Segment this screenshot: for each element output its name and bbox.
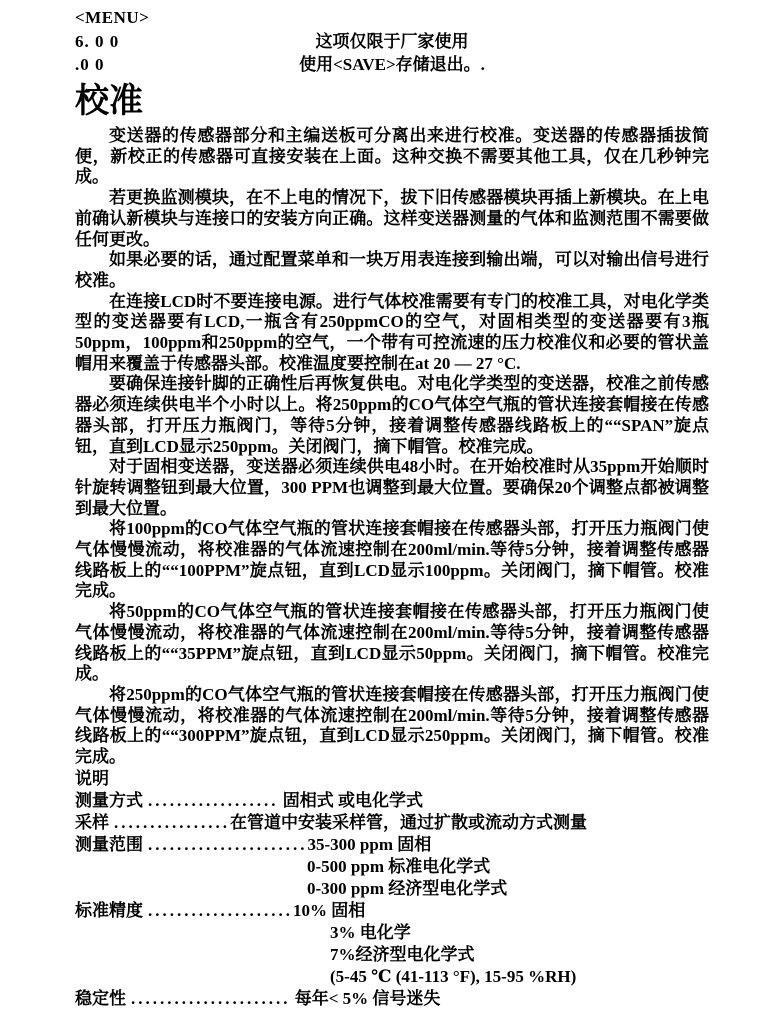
spec-value: 10% 固相 bbox=[293, 900, 366, 920]
dot-leader: ...................... bbox=[148, 834, 308, 854]
paragraph-1: 变送器的传感器部分和主编送板可分离出来进行校准。变送器的传感器插拔简便，新校正的传感器可直接安装在上面。这种交换不需要其他工具，仅在几秒钟完成。 bbox=[75, 126, 709, 187]
paragraph-2: 若更换监测模块，在不上电的情况下，拔下旧传感器模块再插上新模块。在上电前确认新模块与连接口的安装方向正确。这样变送器测量的气体和监测范围不需要做任何更改。 bbox=[75, 188, 709, 249]
spec-value: 每年< 5% 信号迷失 bbox=[290, 988, 441, 1008]
dot-leader: ................ bbox=[114, 812, 230, 832]
spec-label: 测量范围 bbox=[75, 834, 143, 854]
paragraph-3: 如果必要的话，通过配置菜单和一块万用表连接到输出端，可以对输出信号进行校准。 bbox=[75, 250, 709, 290]
spec-row-measure-range bbox=[75, 834, 709, 856]
spec-label: 采样 bbox=[75, 812, 109, 832]
notes-label: 说明 bbox=[75, 768, 109, 788]
dot-leader: ...................... bbox=[131, 988, 291, 1008]
spec-accuracy-extra-2: 7%经济型电化学式 bbox=[330, 944, 475, 964]
spec-label: 测量方式 bbox=[75, 790, 143, 810]
paragraph-8: 将50ppm的CO气体空气瓶的管状连接套帽接在传感器头部，打开压力瓶阀门使气体慢慢流动，将校准器的气体流速控制在200ml/min.等待5分钟，接着调整传感器线路板上的““35PPM”旋点钮，直到LCD显示50ppm。关闭阀门，摘下帽管。校准完成。 bbox=[75, 602, 709, 684]
header-row-2 bbox=[75, 53, 709, 76]
spec-range-extra-2: 0-300 ppm 经济型电化学式 bbox=[307, 878, 508, 898]
spec-label: 标准精度 bbox=[75, 900, 143, 920]
document-content bbox=[75, 6, 709, 1010]
menu-value-1: 6. 0 0 bbox=[75, 32, 120, 51]
spec-accuracy-extra-1: 3% 电化学 bbox=[330, 922, 411, 942]
spec-row-sampling bbox=[75, 812, 709, 834]
paragraph-7: 将100ppm的CO气体空气瓶的管状连接套帽接在传感器头部，打开压力瓶阀门使气体慢慢流动，将校准器的气体流速控制在200ml/min.等待5分钟，接着调整传感器线路板上的““100PPM”旋点钮，直到LCD显示100ppm。关闭阀门，摘下帽管。校准完成。 bbox=[75, 519, 709, 601]
menu-value-2: .0 0 bbox=[75, 55, 105, 74]
spec-label: 稳定性 bbox=[75, 988, 126, 1008]
spec-value: 35-300 ppm 固相 bbox=[307, 834, 432, 854]
page-title: 校准 bbox=[75, 83, 143, 120]
save-exit-note: 使用<SAVE>存储退出。. bbox=[299, 55, 485, 74]
dot-leader: .................... bbox=[148, 900, 293, 920]
spec-range-extra-1: 0-500 ppm 标准电化学式 bbox=[307, 856, 491, 876]
spec-value: 固相式 或电化学式 bbox=[278, 790, 423, 810]
paragraph-6: 对于固相变送器，变送器必须连续供电48小时。在开始校准时从35ppm开始顺时针旋转调整钮到最大位置，300 PPM也调整到最大位置。要确保20个调整点都被调整到最大位置。 bbox=[75, 457, 709, 518]
paragraph-4: 在连接LCD时不要连接电源。进行气体校准需要有专门的校准工具，对电化学类型的变送器要有LCD,一瓶含有250ppmCO的空气，对固相类型的变送器要有3瓶50ppm，100ppm和250ppm的空气，一个带有可控流速的压力校准仪和必要的管状盖帽用来覆盖于传感器头部。校准温度要控制在at 20 — 27 °C. bbox=[75, 291, 709, 373]
header-row-1 bbox=[75, 30, 709, 53]
factory-only-note: 这项仅限于厂家使用 bbox=[315, 32, 469, 51]
paragraph-9: 将250ppm的CO气体空气瓶的管状连接套帽接在传感器头部，打开压力瓶阀门使气体慢慢流动，将校准器的气体流速控制在200ml/min.等待5分钟，接着调整传感器线路板上的““300PPM”旋点钮，直到LCD显示250ppm。关闭阀门，摘下帽管。校准完成。 bbox=[75, 684, 709, 767]
paragraph-5: 要确保连接针脚的正确性后再恢复供电。对电化学类型的变送器，校准之前传感器必须连续供电半个小时以上。将250ppm的CO气体空气瓶的管状连接套帽接在传感器头部，打开压力瓶阀门，等待5分钟，接着调整传感器线路板上的““SPAN”旋点钮，直到LCD显示250ppm。关闭阀门，摘下帽管。校准完成。 bbox=[75, 374, 709, 456]
spec-row-measure-method bbox=[75, 790, 709, 812]
spec-accuracy-extra-3: (5-45 ℃ (41-113 °F), 15-95 %RH) bbox=[330, 966, 577, 986]
menu-tag: <MENU> bbox=[75, 8, 150, 27]
spec-row-stability bbox=[75, 988, 709, 1010]
dot-leader: .................. bbox=[148, 790, 279, 810]
spec-row-accuracy bbox=[75, 900, 709, 922]
spec-value: 在管道中安装采样管，通过扩散或流动方式测量 bbox=[230, 812, 587, 832]
